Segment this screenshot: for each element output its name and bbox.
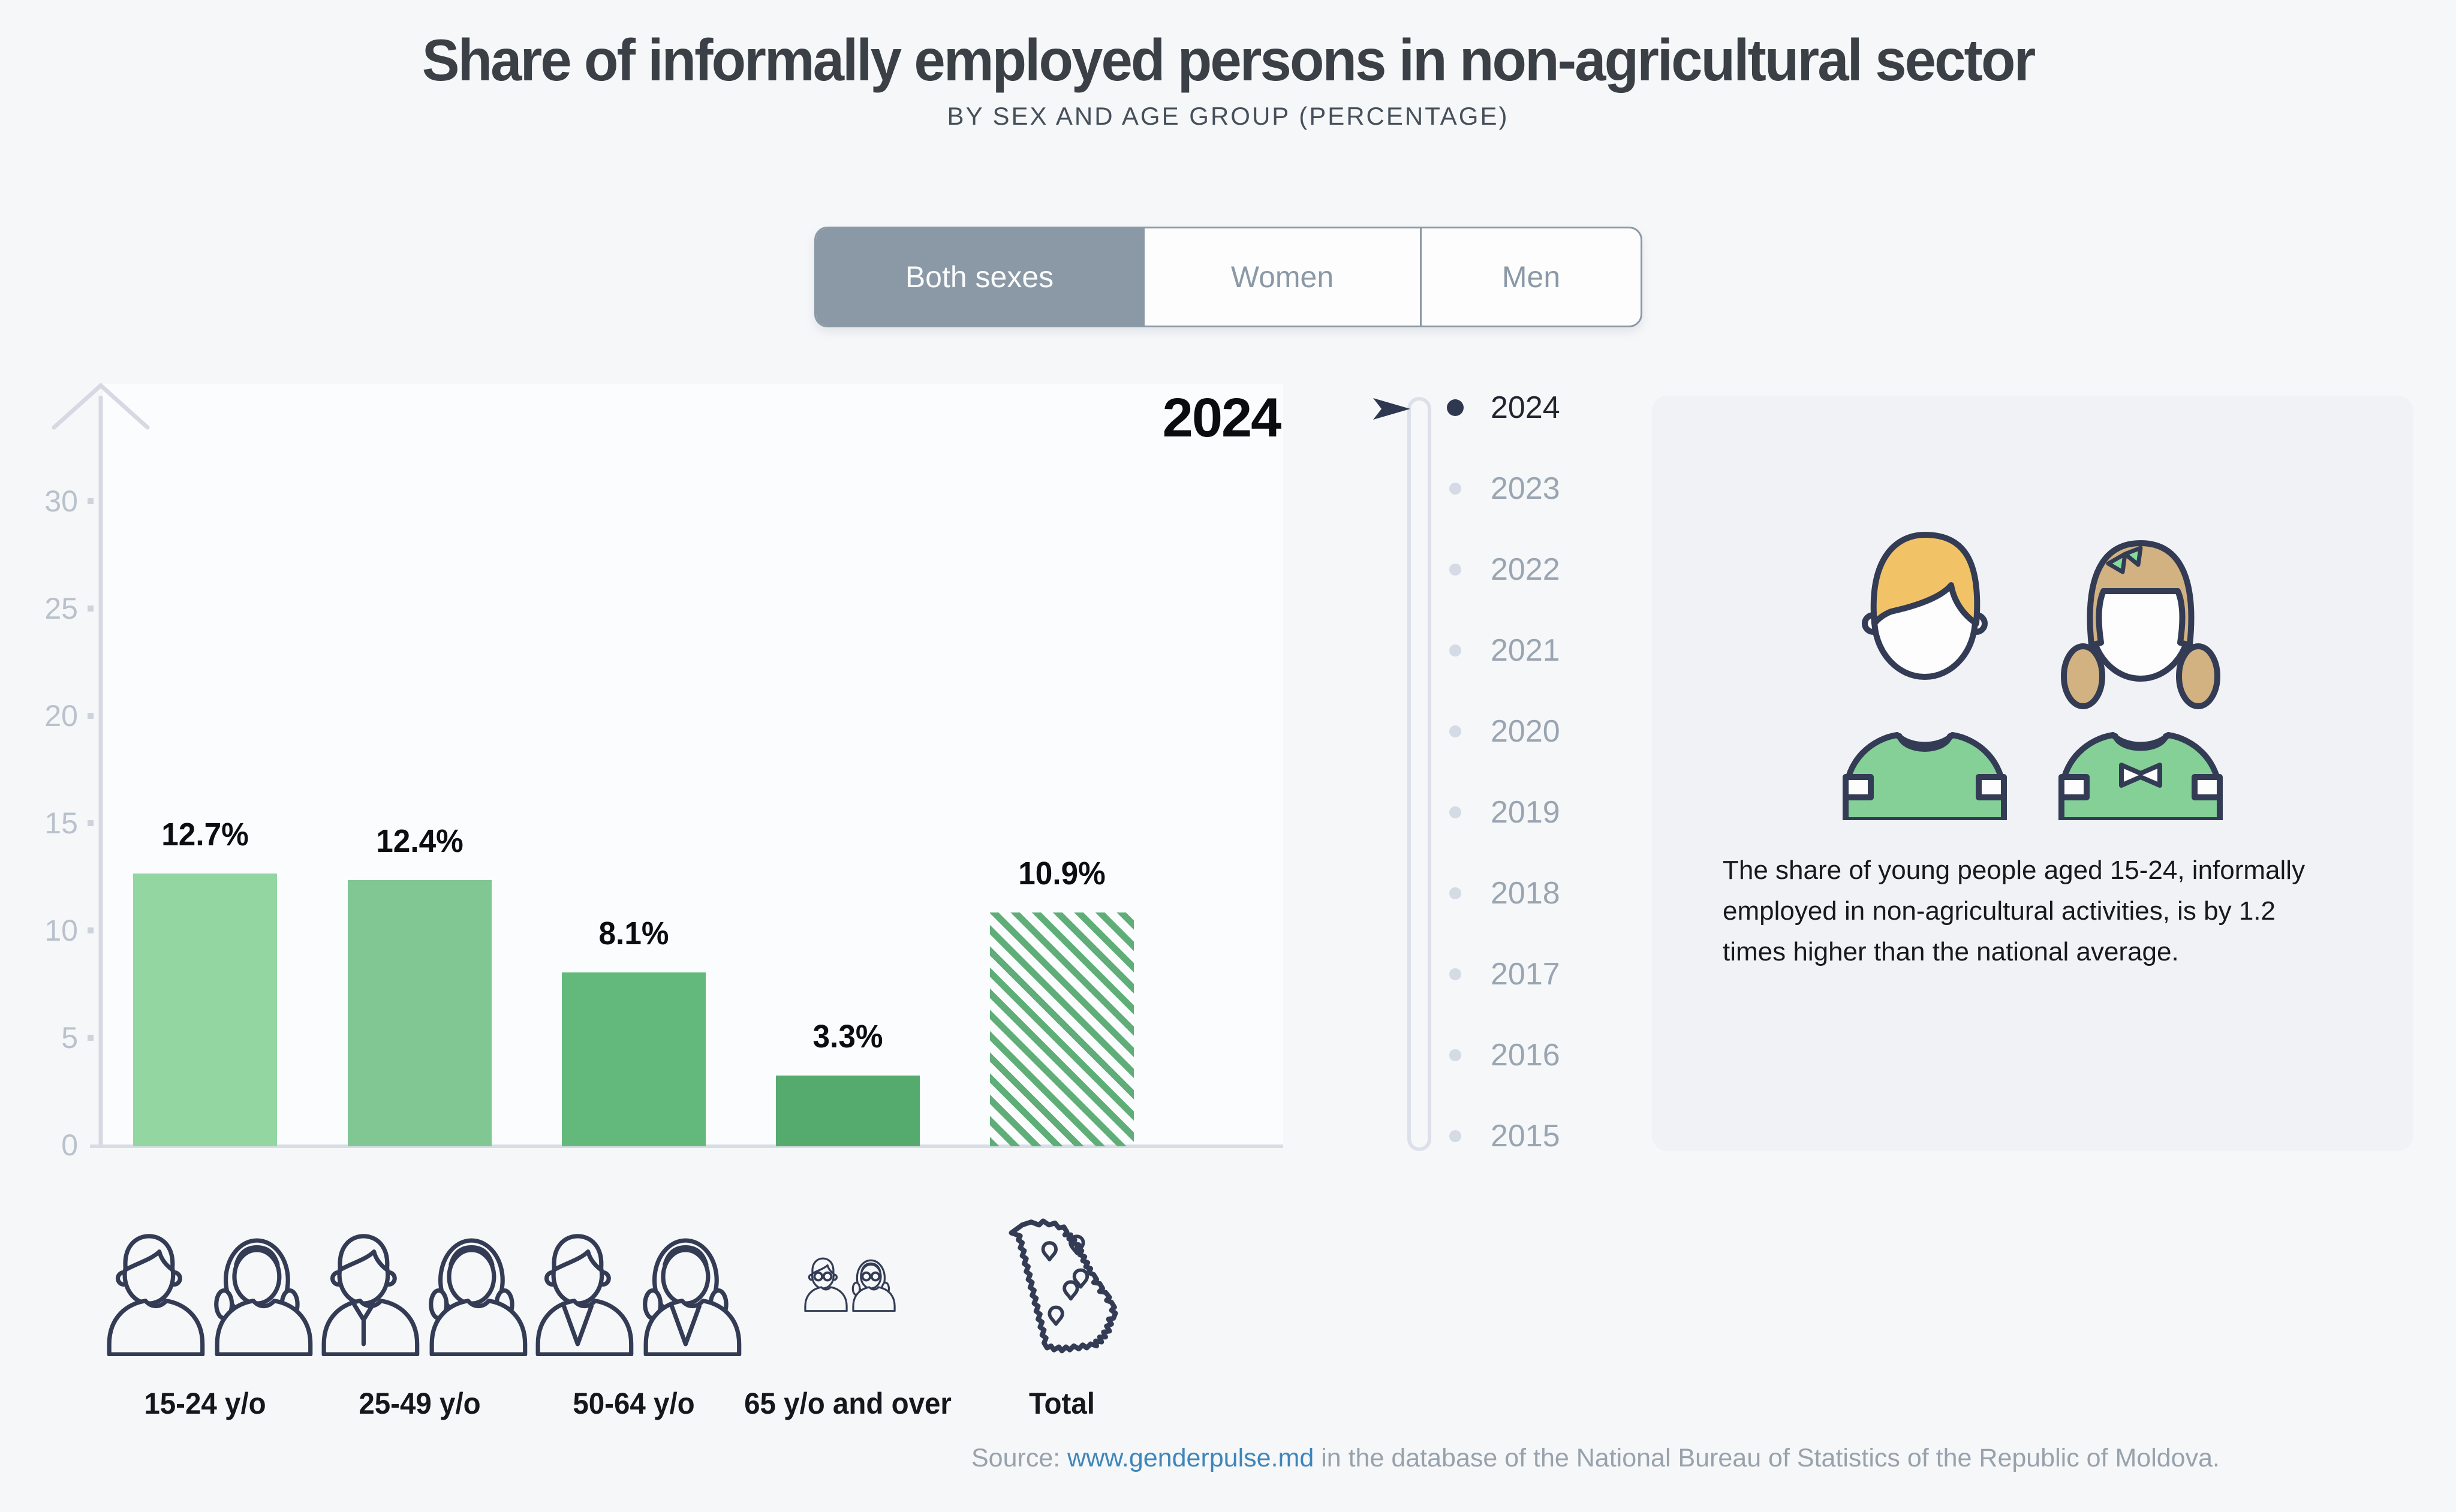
year-option-2017[interactable] — [1439, 954, 1619, 995]
year-label: 2018 — [1491, 876, 1560, 911]
bar-25-49[interactable] — [348, 880, 492, 1146]
year-dot-icon — [1449, 1049, 1461, 1061]
source-suffix: in the database of the National Bureau of Statistics of the Republic of Moldova. — [1314, 1444, 2220, 1472]
source-line — [971, 1444, 2220, 1473]
y-axis-tick-mark — [88, 927, 94, 933]
info-card-text: The share of young people aged 15-24, informally employed in non-agricultural activities, is by 1.2 times higher than the national average. — [1723, 856, 2305, 966]
y-axis-tick-mark — [88, 1035, 94, 1041]
source-link[interactable]: www.genderpulse.md — [1067, 1444, 1314, 1472]
young-boy-girl-icon — [97, 1227, 313, 1359]
year-dot-icon — [1449, 483, 1461, 495]
year-label: 2024 — [1491, 390, 1560, 425]
year-dot-icon — [1449, 644, 1461, 656]
mature-man-woman-icon — [526, 1227, 742, 1359]
year-dot-icon — [1449, 725, 1461, 737]
boy-and-girl-illustration — [1829, 496, 2237, 823]
tab-men[interactable]: Men — [1420, 228, 1641, 326]
year-option-2023[interactable] — [1439, 468, 1619, 509]
category-label-65-over: 65 y/o and over — [744, 1387, 952, 1420]
year-option-2021[interactable] — [1439, 630, 1619, 671]
year-label: 2015 — [1491, 1119, 1560, 1153]
y-axis-tick-label: 15 — [44, 806, 78, 840]
category-label-15-24: 15-24 y/o — [144, 1387, 266, 1420]
y-axis-tick-label: 0 — [61, 1128, 78, 1162]
year-option-2020[interactable] — [1439, 711, 1619, 752]
year-dot-icon — [1449, 968, 1461, 980]
year-label: 2022 — [1491, 552, 1560, 587]
year-label: 2023 — [1491, 471, 1560, 506]
year-marker-arrow-icon — [1373, 398, 1410, 420]
bar-15-24[interactable] — [133, 874, 277, 1146]
bar-65-over[interactable] — [776, 1076, 920, 1146]
adult-man-woman-icon — [312, 1227, 528, 1359]
y-axis-tick-mark — [88, 820, 94, 826]
year-label: 2016 — [1491, 1038, 1560, 1073]
bar-50-64[interactable] — [562, 972, 706, 1146]
year-option-2015[interactable] — [1439, 1116, 1619, 1156]
year-dot-icon — [1449, 806, 1461, 818]
selected-year-display: 2024 — [1162, 387, 1281, 448]
y-axis-tick-mark — [88, 606, 94, 612]
y-axis-tick-label: 10 — [44, 914, 78, 947]
tab-both-sexes[interactable]: Both sexes — [816, 228, 1143, 326]
year-option-2018[interactable] — [1439, 873, 1619, 914]
y-axis-tick-label: 30 — [44, 484, 78, 518]
source-prefix: Source: — [971, 1444, 1068, 1472]
page-title: Share of informally employed persons in non-agricultural sector — [422, 27, 2034, 93]
year-dot-icon — [1449, 1130, 1461, 1142]
y-axis-tick-label: 25 — [44, 592, 78, 625]
bar-value-label: 8.1% — [598, 915, 669, 951]
year-dot-icon — [1447, 399, 1464, 416]
bar-value-label: 12.4% — [376, 823, 463, 859]
category-label-50-64: 50-64 y/o — [573, 1387, 695, 1420]
bar-value-label: 3.3% — [812, 1019, 883, 1055]
year-option-2022[interactable] — [1439, 549, 1619, 590]
sex-filter-tabs — [814, 227, 1642, 327]
year-dot-icon — [1449, 887, 1461, 899]
y-axis-tick-mark — [88, 713, 94, 719]
y-axis-tick-mark — [88, 498, 94, 504]
tab-women[interactable]: Women — [1143, 228, 1420, 326]
page-subtitle: BY SEX AND AGE GROUP (PERCENTAGE) — [947, 102, 1509, 130]
bar-value-label: 12.7% — [161, 817, 249, 853]
elderly-couple-icon — [800, 1254, 896, 1315]
bar-value-label: 10.9% — [1018, 856, 1106, 891]
y-axis-tick-label: 5 — [61, 1021, 78, 1055]
year-option-2019[interactable] — [1439, 792, 1619, 833]
year-dot-icon — [1449, 564, 1461, 576]
year-label: 2017 — [1491, 957, 1560, 992]
moldova-map-icon — [998, 1199, 1127, 1364]
y-axis-tick-label: 20 — [44, 699, 78, 733]
category-label-total: Total — [1029, 1387, 1095, 1420]
category-label-25-49: 25-49 y/o — [359, 1387, 481, 1420]
year-option-2016[interactable] — [1439, 1035, 1619, 1076]
year-label: 2019 — [1491, 795, 1560, 830]
bar-total[interactable] — [990, 912, 1134, 1146]
year-label: 2021 — [1491, 633, 1560, 668]
year-label: 2020 — [1491, 714, 1560, 749]
year-option-2024[interactable] — [1439, 387, 1619, 428]
